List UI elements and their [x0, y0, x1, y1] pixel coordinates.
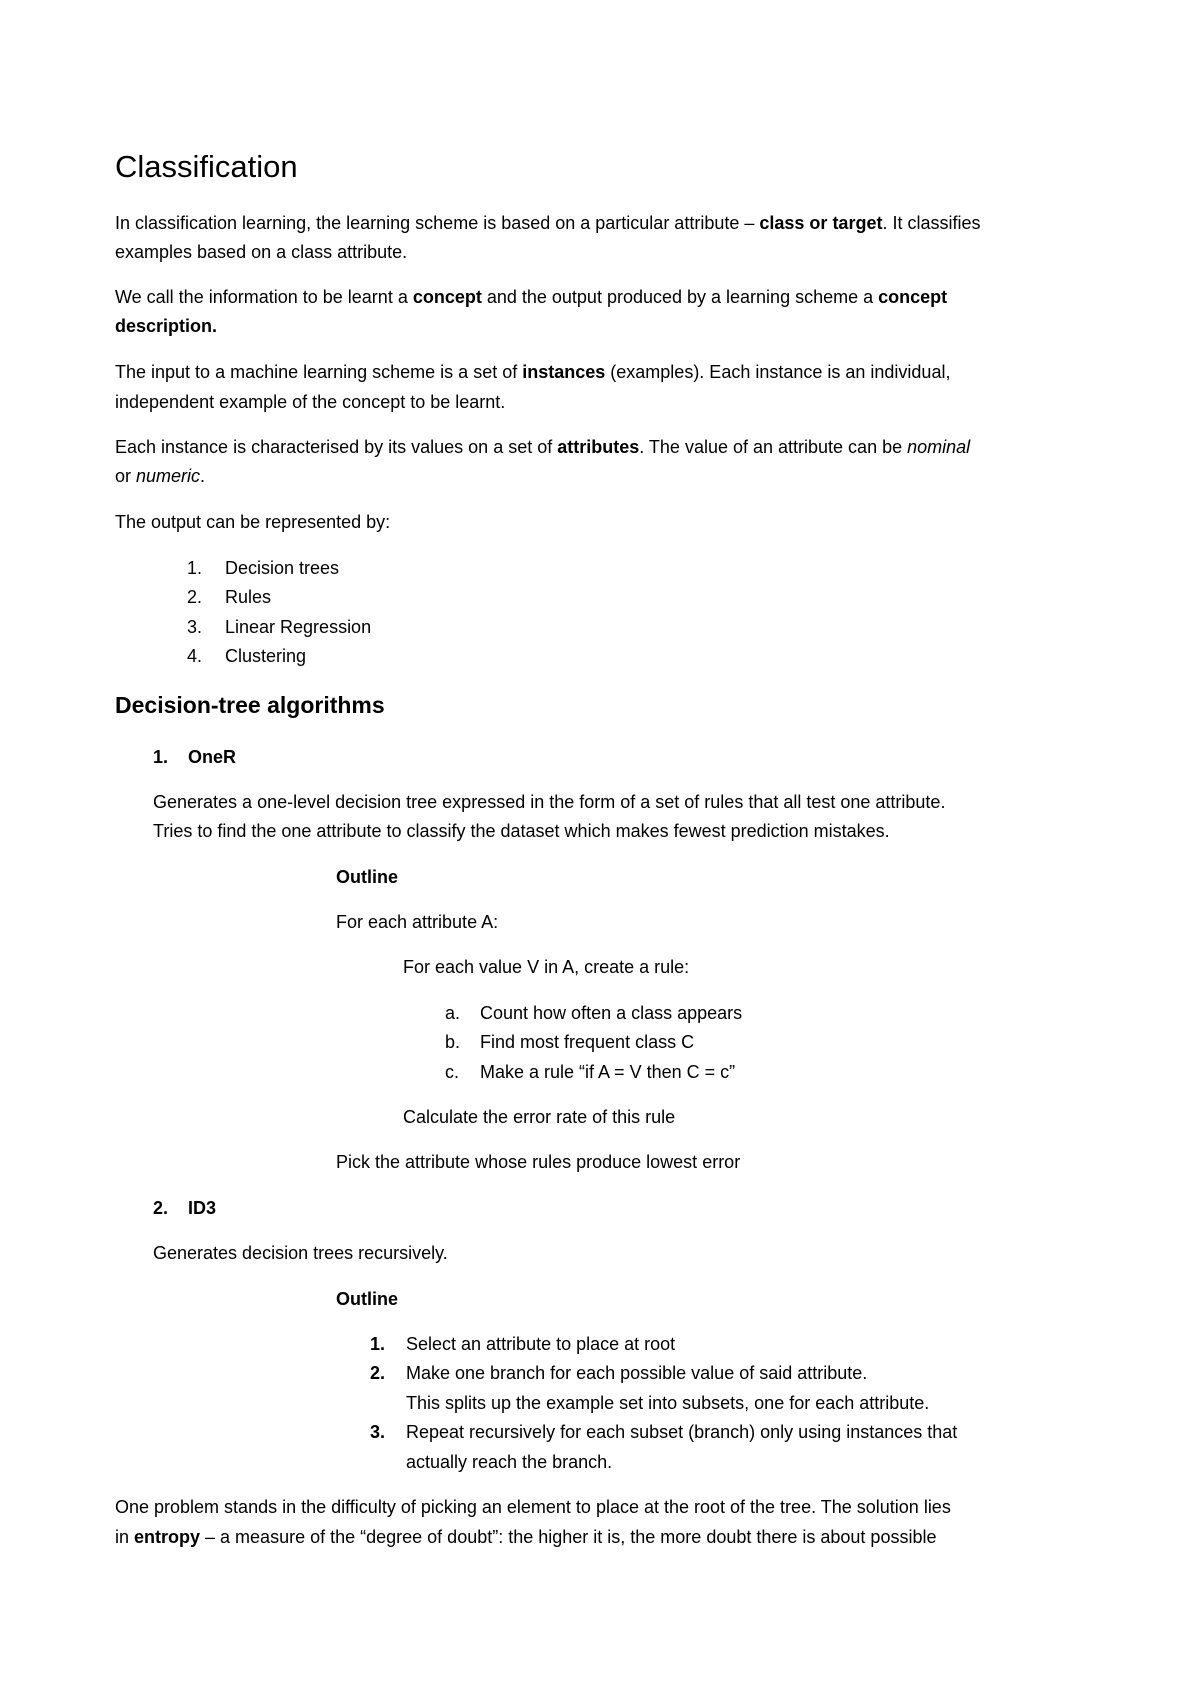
id3-description: Generates decision trees recursively. [153, 1243, 448, 1263]
bold-term-class: class [759, 213, 805, 233]
algorithm-name-oner: OneR [188, 747, 237, 767]
text-run: . It classifies [882, 213, 981, 233]
paragraph-1-line-2: examples based on a class attribute. [115, 242, 408, 262]
oner-outline-heading: Outline [336, 867, 398, 887]
algorithm-name-id3: ID3 [188, 1198, 217, 1218]
id3-outline-heading: Outline [336, 1289, 398, 1309]
text-run: Each instance is characterised by its values on a set of [115, 437, 558, 457]
text-run: The input to a machine learning scheme is a set of [115, 362, 523, 382]
page-title: Classification [115, 149, 298, 184]
text-run: and the output produced by a learning scheme a [481, 287, 879, 307]
id3-step-continuation: actually reach the branch. [406, 1452, 613, 1472]
oner-pick-attribute: Pick the attribute whose rules produce lowest error [336, 1152, 741, 1172]
step-letter: a. [445, 1003, 461, 1023]
oner-step: Count how often a class appears [480, 1003, 743, 1023]
algorithm-number: 2. [153, 1198, 169, 1218]
text-run: (examples). Each instance is an individual, [605, 362, 951, 382]
list-item: Clustering [225, 646, 307, 666]
step-number: 2. [370, 1363, 386, 1383]
oner-description-line-2: Tries to find the one attribute to classify the dataset which makes fewest prediction mistakes. [153, 821, 890, 841]
text-run: or [804, 213, 833, 233]
oner-for-each-value: For each value V in A, create a rule: [403, 957, 690, 977]
oner-description-line-1: Generates a one-level decision tree expressed in the form of a set of rules that all test one attribute. [153, 792, 946, 812]
section-heading: Decision-tree algorithms [115, 692, 385, 718]
paragraph-5: The output can be represented by: [115, 512, 391, 532]
entropy-paragraph-line-2 [115, 1525, 936, 1549]
paragraph-3-line-1 [115, 360, 950, 384]
step-letter: b. [445, 1032, 461, 1052]
list-item-number: 1. [187, 558, 203, 578]
list-item: Linear Regression [225, 617, 372, 637]
bold-term-entropy: entropy [134, 1527, 201, 1547]
text-run: . [200, 466, 206, 486]
bold-term-concept: concept [412, 287, 482, 307]
bold-term-attributes: attributes [557, 437, 640, 457]
id3-step: Select an attribute to place at root [406, 1334, 676, 1354]
bold-term-concept: concept [878, 287, 948, 307]
list-item: Rules [225, 587, 272, 607]
oner-for-each-attribute: For each attribute A: [336, 912, 499, 932]
oner-calculate-error: Calculate the error rate of this rule [403, 1107, 676, 1127]
paragraph-4-line-2 [115, 464, 205, 488]
italic-term-nominal: nominal [907, 437, 971, 457]
id3-step: Make one branch for each possible value of said attribute. [406, 1363, 868, 1383]
text-run: In classification learning, the learning scheme is based on a particular attribute – [115, 213, 760, 233]
oner-step: Make a rule “if A = V then C = c” [480, 1062, 736, 1082]
list-item: Decision trees [225, 558, 340, 578]
text-run: . The value of an attribute can be [639, 437, 908, 457]
id3-step-continuation: This splits up the example set into subsets, one for each attribute. [406, 1393, 930, 1413]
paragraph-1-line-1 [115, 211, 980, 235]
paragraph-2-line-1 [115, 285, 947, 309]
algorithm-number: 1. [153, 747, 169, 767]
paragraph-3-line-2: independent example of the concept to be learnt. [115, 392, 506, 412]
oner-step: Find most frequent class C [480, 1032, 695, 1052]
text-run: or [115, 466, 137, 486]
text-run: in [115, 1527, 135, 1547]
bold-term-target: target [832, 213, 883, 233]
italic-term-numeric: numeric [136, 466, 201, 486]
list-item-number: 2. [187, 587, 203, 607]
step-number: 3. [370, 1422, 386, 1442]
step-number: 1. [370, 1334, 386, 1354]
step-letter: c. [445, 1062, 460, 1082]
list-item-number: 3. [187, 617, 203, 637]
text-run: We call the information to be learnt a [115, 287, 413, 307]
id3-step: Repeat recursively for each subset (branch) only using instances that [406, 1422, 958, 1442]
text-run: – a measure of the “degree of doubt”: the higher it is, the more doubt there is about possible [200, 1527, 937, 1547]
paragraph-4-line-1 [115, 435, 970, 459]
list-item-number: 4. [187, 646, 203, 666]
paragraph-2-line-2: description. [115, 316, 218, 336]
entropy-paragraph-line-1: One problem stands in the difficulty of picking an element to place at the root of the tree. The solution lies [115, 1497, 951, 1517]
bold-term-instances: instances [522, 362, 606, 382]
